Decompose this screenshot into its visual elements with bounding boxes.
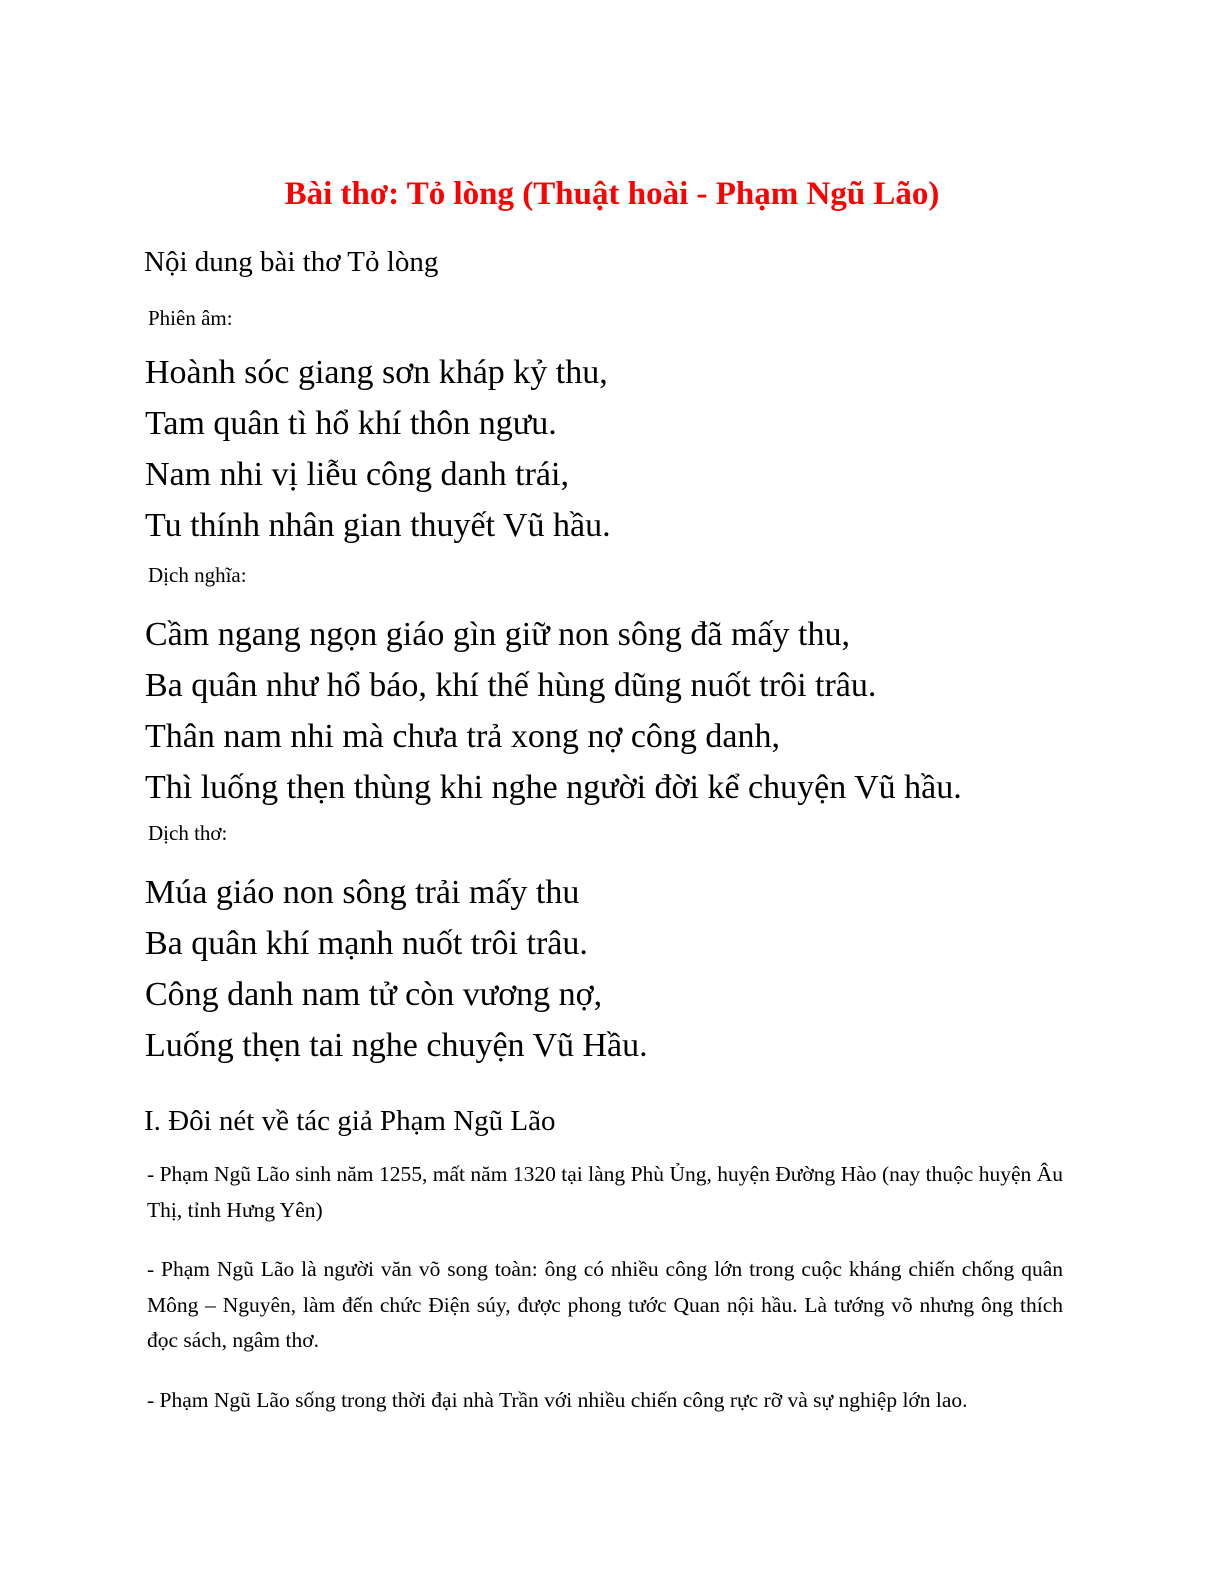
verse-line: Luống thẹn tai nghe chuyện Vũ Hầu. — [145, 1027, 648, 1064]
verse-line: Ba quân như hổ báo, khí thế hùng dũng nuốt trôi trâu. — [145, 667, 877, 704]
verse-line: Cầm ngang ngọn giáo gìn giữ non sông đã mấy thu, — [145, 616, 850, 653]
verse-line: Tam quân tì hổ khí thôn ngưu. — [145, 405, 557, 442]
verse-line: Ba quân khí mạnh nuốt trôi trâu. — [145, 925, 588, 962]
verse-line: Múa giáo non sông trải mấy thu — [145, 874, 580, 911]
author-paragraph: - Phạm Ngũ Lão sống trong thời đại nhà Trần với nhiều chiến công rực rỡ và sự nghiệp lớn lao. — [147, 1388, 968, 1412]
verse-line: Thì luống thẹn thùng khi nghe người đời kể chuyện Vũ hầu. — [145, 769, 962, 806]
author-section-heading: I. Đôi nét về tác giả Phạm Ngũ Lão — [144, 1105, 556, 1137]
verse-line: Nam nhi vị liễu công danh trái, — [145, 456, 569, 493]
verse-line: Tu thính nhân gian thuyết Vũ hầu. — [145, 507, 611, 544]
author-paragraph: - Phạm Ngũ Lão sinh năm 1255, mất năm 1320 tại làng Phù Ủng, huyện Đường Hào (nay thuộc huyện Âu Thị, tỉnh Hưng Yên) — [147, 1162, 1063, 1222]
verse-line: Hoành sóc giang sơn kháp kỷ thu, — [145, 354, 608, 391]
verse-dich-nghia — [145, 609, 962, 813]
verse-line: Thân nam nhi mà chưa trả xong nợ công danh, — [145, 718, 781, 755]
section-label-phien-am: Phiên âm: — [148, 306, 233, 330]
page-title: Bài thơ: Tỏ lòng (Thuật hoài - Phạm Ngũ Lão) — [284, 176, 940, 212]
verse-line: Công danh nam tử còn vương nợ, — [145, 976, 603, 1013]
verse-dich-tho — [145, 867, 648, 1071]
section-label-dich-nghia: Dịch nghĩa: — [148, 563, 247, 587]
section-label-dich-tho: Dịch thơ: — [148, 821, 228, 845]
verse-phien-am — [145, 347, 611, 551]
author-paragraph: - Phạm Ngũ Lão là người văn võ song toàn: ông có nhiều công lớn trong cuộc kháng chiến chống quân Mông – Nguyên, làm đến chức Điện súy, được phong tước Quan nội hầu. Là tướng võ nhưng ông thích đọc sách, ngâm thơ. — [147, 1257, 1063, 1352]
content-subtitle: Nội dung bài thơ Tỏ lòng — [144, 246, 439, 278]
